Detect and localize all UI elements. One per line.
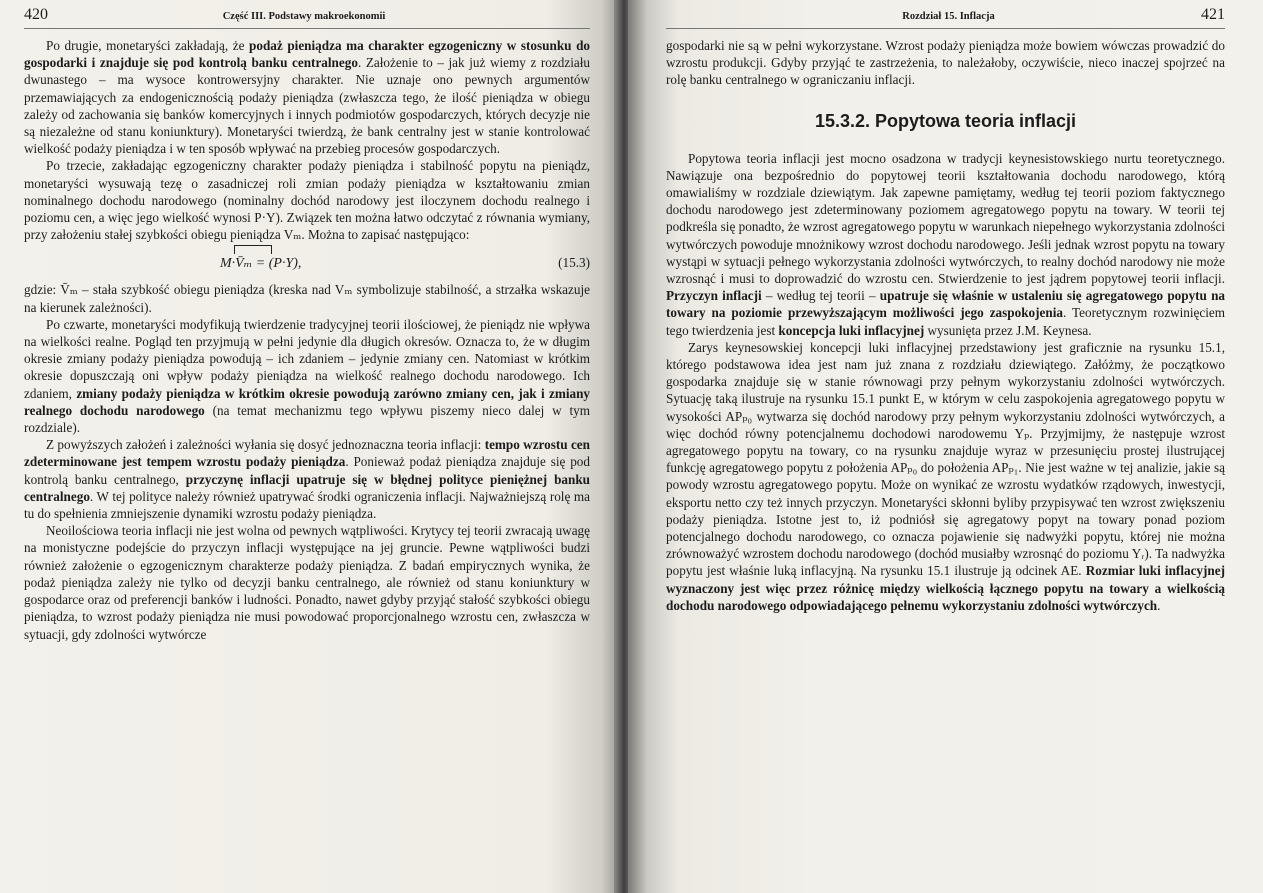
left-paragraph: Neoilościowa teoria inflacji nie jest wolna od pewnych wątpliwości. Krytycy tej teorii zwracają uwagę na monistyczne podejście do przyczyn inflacji występujące na jej gruncie. Pewne wątpliwości budzi również założenie o egzogenicznym charakterze podaży pieniądza. Z badań empirycznych wynika, że podaż pieniądza zależy nie tylko od decyzji banku centralnego, ale również od stanu koniunktury w gospodarce oraz od preferencji banków i ludności. Ponadto, nawet gdyby przyjąć stałość szybkości obiegu pieniądza, to wzrost podaży pieniądza nie musi powodować proporcjonalnego wzrostu cen, zwłaszcza w sytuacji, gdy zdolności wytwórcze (24, 523, 590, 642)
right-paragraph: Zarys keynesowskiej koncepcji luki inflacyjnej przedstawiony jest graficznie na rysunku 15.1, którego podstawowa idea jest nam już znana z rozdziału dziewiątego. Załóżmy, że początkowo gospodarka znajduje się w stanie równowagi przy pełnym wykorzystaniu zdolności wytwórczych. Sytuację taką ilustruje na rysunku 15.1 punkt E, w którym w celu zaspokojenia agregatowego popytu w wysokości APₚ₀ wytwarza się dochód narodowy przy pełnym wykorzystaniu zdolności wytwórczych, a więc dochód równy potencjalnemu dochodowi narodowemu Yₚ. Przyjmijmy, że następuje wzrost agregatowego popytu na towary, co na rysunku znajduje wyraz w przesunięciu prostej ilustrującej funkcję agregatowego popytu z położenia APₚ₀ do położenia APₚ₁. Nie jest ważne w tej analizie, jakie są powody wzrostu agregatowego popytu. Może on wynikać ze wzrostu wydatków rządowych, inwestycji, eksportu netto czy też innych przyczyn. Monetaryści skłonni byliby przypisywać ten wzrost zwiększeniu podaży pieniądza. Istotne jest to, iż podniósł się agregatowy popyt na towary ponad poziom potencjalnego dochodu narodowego, co oznacza pojawienie się nadwyżki popytu, której nie można zrównoważyć wzrostem dochodu narodowego (dochód musiałby wzrosnąć do poziomu Yᵣ). Ta nadwyżka popytu jest właśnie luką inflacyjną. Na rysunku 15.1 ilustruje ją odcinek AE. Rozmiar luki inflacyjnej wyznaczony jest więc przez różnicę między wielkością łącznego popytu na towary a wielkością dochodu narodowego odpowiadającego pełnemu wykorzystaniu zdolności wytwórczych. (666, 339, 1225, 613)
right-page-body-bottom (666, 150, 1225, 614)
left-running-title: Część III. Podstawy makroekonomii (222, 11, 386, 22)
right-page (628, 0, 1263, 893)
left-running-head (24, 6, 590, 29)
bold-emphasis: Przyczyn inflacji (666, 288, 762, 304)
bold-emphasis: upatruje się właśnie w ustaleniu się agregatowego popytu na towary na poziomie przewyższającym możliwości jego zaspokojenia (666, 288, 1225, 321)
right-page-number: 421 (1200, 6, 1225, 23)
left-paragraph: gdzie: V̄ₘ – stała szybkość obiegu pieniądza (kreska nad Vₘ symbolizuje stabilność, a strzałka wskazuje na kierunek zależności). (24, 282, 590, 315)
left-paragraph: Po czwarte, monetaryści modyfikują twierdzenie tradycyjnej teorii ilościowej, że pieniądz nie wpływa na wielkości realne. Pogląd ten przyjmują w pełni jedynie dla długich okresów. Oznacza to, że w długim okresie zmiany podaży pieniądza powodują – ich zdaniem – jedynie zmiany cen. Natomiast w krótkim okresie dopuszczają oni wpływ podaży pieniądza na wielkość realnego dochodu narodowego. Ich zdaniem, zmiany podaży pieniądza w krótkim okresie powodują zarówno zmiany cen, jak i zmiany realnego dochodu narodowego (na temat mechanizmu tego wpływu piszemy nieco dalej w tym rozdziale). (24, 316, 591, 436)
left-paragraph: Po trzecie, zakładając egzogeniczny charakter podaży pieniądza i stabilność popytu na pieniądz, monetaryści wysuwają tezę o zasadniczej roli zmian podaży pieniądza w kształtowaniu zmian nominalnego dochodu narodowego (nominalny dochód narodowy jest iloczynem dochodu realnego i poziomu cen, a więc jego wielkość wynosi P·Y). Związek ten można łatwo odczytać z równania wymiany, przy założeniu stałej szybkości obiegu pieniądza Vₘ. Można to zapisać następująco: (24, 158, 590, 243)
equation-15-3 (24, 247, 590, 279)
right-paragraph: gospodarki nie są w pełni wykorzystane. Wzrost podaży pieniądza może bowiem wówczas prowadzić do wzrostu produkcji. Gdyby przyjąć te zastrzeżenia, to należałoby, oczywiście, nieco inaczej spojrzeć na rolę banku centralnego w ograniczaniu inflacji. (666, 38, 1225, 88)
equation-expression: M·V̄ₘ = (P·Y), (220, 255, 301, 272)
bold-emphasis: koncepcja luki inflacyjnej (778, 322, 925, 338)
left-paragraph: Po drugie, monetaryści zakładają, że podaż pieniądza ma charakter egzogeniczny w stosunku do gospodarki i znajduje się pod kontrolą banku centralnego. Założenie to – jak już wiemy z rozdziału dwunastego – ma wysoce kontrowersyjny charakter. Nie uznaje ono pewnych argumentów przemawiających za endogenicznością podaży pieniądza (zwłaszcza tego, że ilość pieniądza w obiegu zależy od zachowania się banków komercyjnych i innych podmiotów gospodarczych, których decyzje nie są niezależne od stanu koniunktury). Monetaryści twierdzą, że bank centralny jest w stanie kontrolować wielkość podaży pieniądza i w ten sposób wpływać na przebieg procesów gospodarczych. (24, 38, 590, 157)
right-page-body-top (666, 37, 1225, 89)
bold-emphasis: przyczynę inflacji upatruje się w błędnej polityce pieniężnej banku centralnego (24, 471, 591, 504)
equation-number: (15.3) (558, 255, 590, 271)
dependency-arrow-icon (234, 245, 272, 254)
section-heading: 15.3.2. Popytowa teoria inflacji (814, 110, 1077, 131)
bold-emphasis: zmiany podaży pieniądza w krótkim okresie powodują zarówno zmiany cen, jak i zmiany realnego dochodu narodowego (24, 385, 590, 418)
bold-emphasis: tempo wzrostu cen zdeterminowane jest tempem wzrostu podaży pieniądza (24, 437, 590, 470)
bold-emphasis: Rozmiar luki inflacyjnej wyznaczony jest więc przez różnicę między wielkością łącznego popytu na towary a wielkością dochodu narodowego odpowiadającego pełnemu wykorzystaniu zdolności wytwórczych (666, 563, 1225, 613)
left-paragraph: Z powyższych założeń i zależności wyłania się dosyć jednoznaczna teoria inflacji: tempo wzrostu cen zdeterminowane jest tempem wzrostu podaży pieniądza. Ponieważ podaż pieniądza znajduje się pod kontrolą banku centralnego, przyczynę inflacji upatruje się w błędnej polityce pieniężnej banku centralnego. W tej polityce należy również upatrywać środki ograniczenia inflacji. Najważniejszą rolę ma tu do spełnienia zmniejszenie dynamiki wzrostu podaży pieniądza. (24, 437, 591, 522)
left-page-body (24, 37, 590, 643)
right-paragraph: Popytowa teoria inflacji jest mocno osadzona w tradycji keynesistowskiego nurtu teoretycznego. Nawiązuje ona bezpośrednio do popytowej teorii kształtowania dochodu narodowego, którą omawialiśmy w rozdziale dziewiątym. Jak zapewne pamiętamy, według tej teorii poziom faktycznego dochodu narodowego jest zdeterminowany poziomem agregatowego popytu na towary. W teorii tej podkreśla się ponadto, że wzrost agregatowego popytu w warunkach niepełnego wykorzystania zdolności wytwórczych powoduje mnożnikowy wzrost dochodu narodowego. Jeśli jednak wzrost popytu na towary wystąpi w sytuacji pełnego wykorzystania zdolności wytwórczych, to realny dochód narodowy nie może wzrosnąć i musi to doprowadzić do wzrostu cen. Stwierdzenie to jest jądrem popytowej teorii inflacji. Przyczyn inflacji – według tej teorii – upatruje się właśnie w ustaleniu się agregatowego popytu na towary na poziomie przewyższającym możliwości jego zaspokojenia. Teoretycznym rozwinięciem tego twierdzenia jest koncepcja luki inflacyjnej wysunięta przez J.M. Keynesa. (666, 150, 1225, 338)
bold-emphasis: podaż pieniądza ma charakter egzogeniczny w stosunku do gospodarki i znajduje się pod kontrolą banku centralnego (24, 38, 590, 71)
left-page-number: 420 (24, 6, 48, 23)
right-running-head (666, 6, 1225, 29)
left-page (0, 0, 620, 893)
right-running-title: Rozdział 15. Inflacja (902, 11, 995, 22)
